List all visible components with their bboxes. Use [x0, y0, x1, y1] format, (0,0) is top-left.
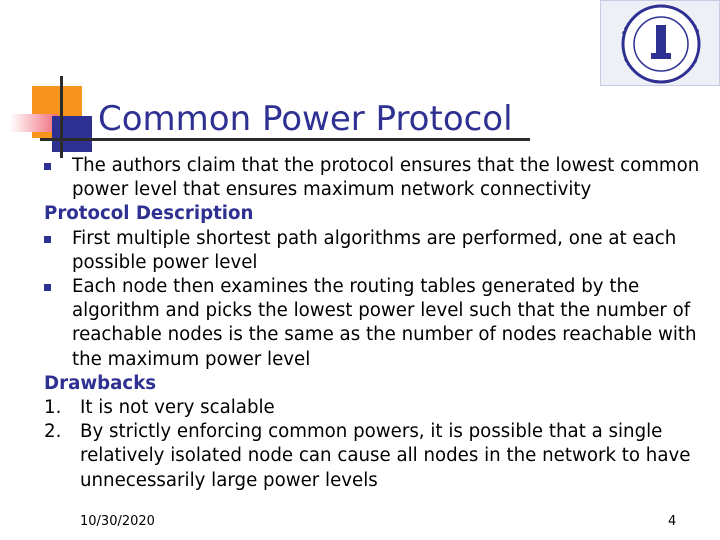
university-logo [600, 0, 720, 86]
section-heading-drawbacks: Drawbacks [44, 372, 157, 394]
square-bullet-icon [44, 236, 51, 243]
page-number: 4 [668, 514, 677, 529]
section-heading-protocol-description: Protocol Description [44, 203, 254, 225]
description-bullet-item [44, 275, 714, 372]
drawback-text: By strictly enforcing common powers, it is possible that a single relatively isolated node can cause all nodes in the network to have unnecessarily large power levels [80, 421, 691, 491]
list-number: 2. [44, 421, 62, 443]
description-bullet-text: Each node then examines the routing tables generated by the algorithm and picks the lowest power level such that the number of reachable nodes is the same as the number of nodes reachable with the maximum power level [72, 276, 697, 370]
decorative-vertical-line [60, 76, 63, 158]
drawback-item [44, 396, 714, 420]
intro-bullet-text: The authors claim that the protocol ensures that the lowest common power level that ensures maximum network connectivity [72, 155, 700, 201]
description-bullet-item [44, 227, 714, 275]
drawback-item [44, 420, 714, 493]
slide-content [44, 154, 714, 493]
description-bullet-text: First multiple shortest path algorithms are performed, one at each possible power level [72, 227, 677, 273]
slide-title: Common Power Protocol [98, 99, 513, 139]
square-bullet-icon [44, 163, 51, 170]
footer-date: 10/30/2020 [80, 514, 155, 529]
drawback-text: It is not very scalable [80, 397, 275, 419]
square-bullet-icon [44, 284, 51, 291]
decorative-pink-bar [10, 114, 58, 132]
decorative-blue-square [52, 116, 92, 152]
intro-bullet-item [44, 154, 714, 202]
list-number: 1. [44, 397, 62, 419]
